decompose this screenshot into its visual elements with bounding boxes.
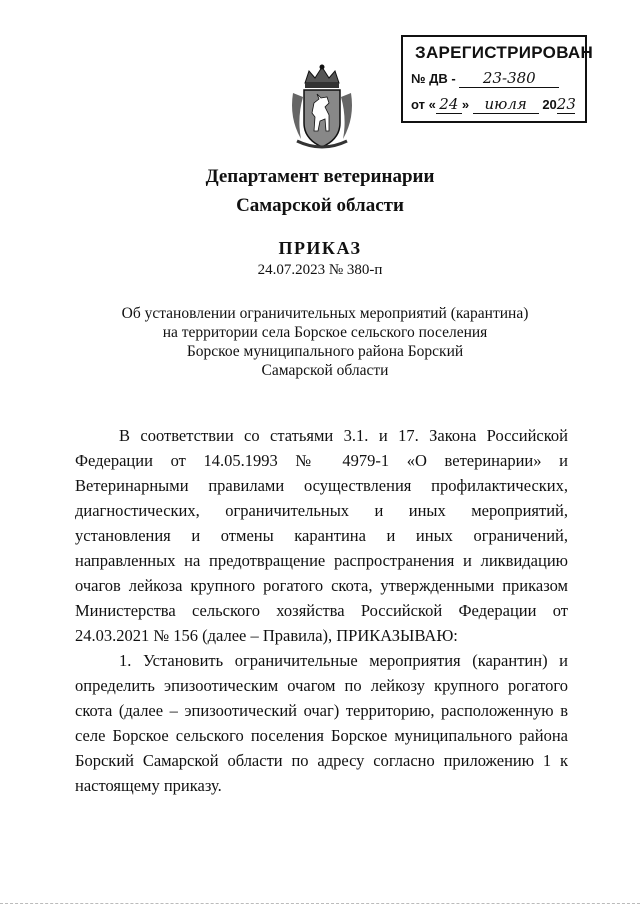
department-name-line2: Самарской области bbox=[236, 195, 404, 216]
stamp-title: ЗАРЕГИСТРИРОВАН bbox=[415, 43, 594, 62]
order-item-1: 1. Установить ограничительные мероприятия (карантин) и определить эпизоотическим очагом по лейкозу крупного рогатого скота (далее – эпизоотический очаг) территорию, расположенную в селе Борское сельского поселения Борское муниципального района Борский Самарской области по адресу согласно приложению 1 к настоящему приказу. bbox=[75, 651, 568, 795]
subject-line: Борское муниципального района Борский bbox=[186, 343, 464, 360]
document-date-number: 24.07.2023 № 380-п bbox=[257, 262, 383, 278]
stamp-date-prefix: от « bbox=[411, 97, 436, 112]
document-subject bbox=[90, 304, 560, 380]
subject-line: Об установлении ограничительных мероприятий (карантина) bbox=[121, 305, 529, 322]
stamp-date-line bbox=[411, 95, 575, 114]
scan-edge-line bbox=[0, 903, 640, 908]
stamp-number-line bbox=[411, 69, 559, 88]
samara-coat-of-arms-icon bbox=[287, 63, 357, 151]
document-type: ПРИКАЗ bbox=[278, 238, 362, 258]
stamp-date-year-suffix: 23 bbox=[556, 95, 576, 113]
stamp-date-day: 24 bbox=[436, 95, 462, 114]
stamp-number-value: 23-380 bbox=[459, 69, 559, 88]
stamp-number-prefix: № ДВ - bbox=[411, 71, 456, 86]
stamp-date-year-prefix: 20 bbox=[542, 97, 557, 112]
stamp-date-month: июля bbox=[473, 95, 539, 114]
stamp-date-mid: » bbox=[461, 97, 470, 112]
registration-stamp bbox=[401, 35, 594, 123]
department-name-line1: Департамент ветеринарии bbox=[205, 166, 435, 187]
document-body bbox=[75, 423, 568, 798]
subject-line: Самарской области bbox=[261, 362, 389, 379]
preamble-paragraph: В соответствии со статьями 3.1. и 17. Закона Российской Федерации от 14.05.1993 № 4979-1 «О ветеринарии» и Ветеринарными правилами осуществления профилактических, диагностических, ограничительных и иных мероприятий, установления и отмены карантина и иных ограничений, направленных на предотвращение распространения и ликвидацию очагов лейкоза крупного рогатого скота, утвержденными приказом Министерства сельского хозяйства Российской Федерации от 24.03.2021 № 156 (далее – Правила), ПРИКАЗЫВАЮ: bbox=[75, 426, 568, 645]
subject-line: на территории села Борское сельского поселения bbox=[162, 324, 488, 341]
